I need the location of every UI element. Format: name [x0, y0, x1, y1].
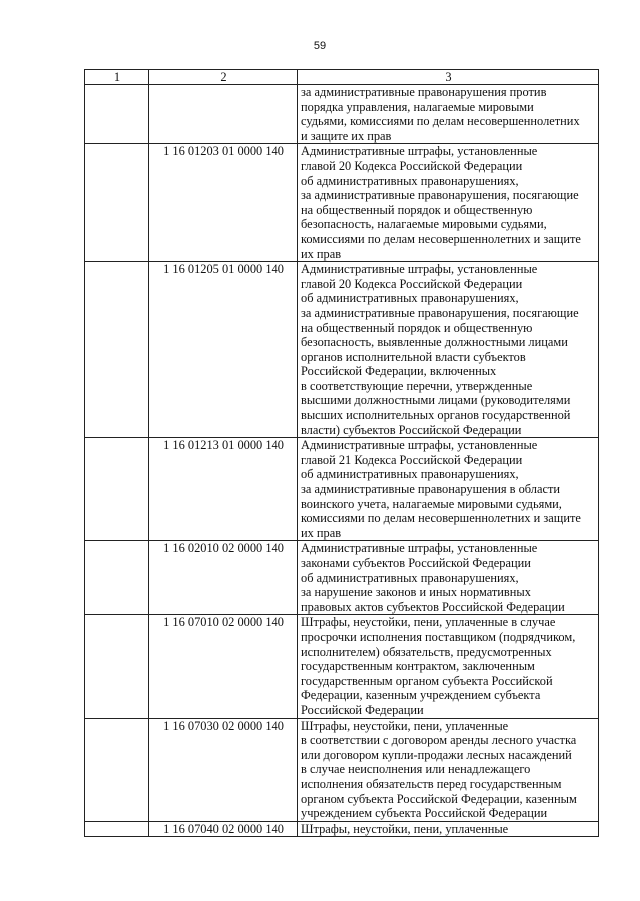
description-line: власти) субъектов Российской Федерации: [301, 422, 522, 437]
description-cell: [298, 541, 599, 615]
table-header-row: [85, 70, 599, 85]
description-cell: [298, 438, 599, 541]
budget-code-cell: 1 16 01213 01 0000 140: [149, 438, 298, 541]
description-line: Административные штрафы, установленные: [301, 262, 538, 277]
description-line: об административных правонарушениях,: [301, 570, 519, 585]
table-row: [85, 541, 599, 615]
description-cell: [298, 262, 599, 438]
description-line: безопасность, выявленные должностными лицами: [301, 335, 568, 350]
description-line: исполнителем) обязательств, предусмотренных: [301, 644, 552, 659]
description-line: Российской Федерации: [301, 702, 424, 717]
description-line: Административные штрафы, установленные: [301, 541, 538, 556]
description-line: Федерации, казенным учреждением субъекта: [301, 688, 541, 703]
description-line: органов исполнительной власти субъектов: [301, 349, 526, 364]
row-number-cell: [85, 541, 149, 615]
page-number: 59: [313, 40, 327, 52]
row-number-cell: [85, 438, 149, 541]
description-cell: [298, 144, 599, 262]
description-line: за административные правонарушения в области: [301, 482, 561, 497]
description-line: законами субъектов Российской Федерации: [301, 556, 531, 570]
description-line: за административные правонарушения, посягающие: [301, 305, 579, 320]
description-line: Штрафы, неустойки, пени, уплаченные в случае: [301, 615, 556, 630]
description-line: в соответствии с договором аренды лесного участка: [301, 733, 577, 748]
row-number-cell: [85, 85, 149, 144]
description-line: об административных правонарушениях,: [301, 291, 519, 306]
description-line: об административных правонарушениях,: [301, 467, 519, 482]
description-line: учреждением субъекта Российской Федерации: [301, 806, 548, 821]
row-number-cell: [85, 262, 149, 438]
description-line: на общественный порядок и общественную: [301, 202, 533, 217]
description-line: главой 20 Кодекса Российской Федерации: [301, 276, 523, 291]
description-line: на общественный порядок и общественную: [301, 320, 533, 335]
row-number-cell: [85, 718, 149, 821]
table-row: [85, 144, 599, 262]
description-line: их прав: [301, 525, 342, 540]
row-number-cell: [85, 144, 149, 262]
column-header-2: 2: [149, 70, 298, 85]
description-line: и защите их прав: [301, 128, 392, 143]
budget-code-cell: [149, 85, 298, 144]
row-number-cell: [85, 821, 149, 837]
description-cell: [298, 615, 599, 718]
description-line: их прав: [301, 246, 342, 261]
description-line: в соответствующие перечни, утвержденные: [301, 378, 533, 393]
description-line: главой 21 Кодекса Российской Федерации: [301, 452, 523, 467]
table-row: [85, 615, 599, 718]
budget-code-cell: 1 16 07030 02 0000 140: [149, 718, 298, 821]
table-row: [85, 438, 599, 541]
description-line: Штрафы, неустойки, пени, уплаченные: [301, 821, 509, 836]
description-line: государственным контрактом, заключенным: [301, 659, 535, 674]
description-line: правовых актов субъектов Российской Федерации: [301, 599, 565, 614]
description-line: об административных правонарушениях,: [301, 173, 519, 188]
description-line: Административные штрафы, установленные: [301, 144, 538, 159]
budget-code-cell: 1 16 07010 02 0000 140: [149, 615, 298, 718]
column-header-1: 1: [85, 70, 149, 85]
table-row: [85, 85, 599, 144]
column-header-3: 3: [298, 70, 599, 85]
budget-code-cell: 1 16 07040 02 0000 140: [149, 821, 298, 837]
budget-code-cell: 1 16 01205 01 0000 140: [149, 262, 298, 438]
budget-code-cell: 1 16 01203 01 0000 140: [149, 144, 298, 262]
description-line: за административные правонарушения против: [301, 85, 547, 99]
description-line: комиссиями по делам несовершеннолетних и защите: [301, 511, 581, 526]
description-line: за нарушение законов и иных нормативных: [301, 585, 531, 600]
description-line: в случае неисполнения или ненадлежащего: [301, 762, 531, 777]
description-line: высших исполнительных органов государственной: [301, 408, 571, 423]
description-line: главой 20 Кодекса Российской Федерации: [301, 158, 523, 173]
description-line: государственным органом субъекта Российской: [301, 673, 553, 688]
description-line: комиссиями по делам несовершеннолетних и защите: [301, 231, 581, 246]
table-row: [85, 821, 599, 837]
budget-code-cell: 1 16 02010 02 0000 140: [149, 541, 298, 615]
description-cell: [298, 85, 599, 144]
row-number-cell: [85, 615, 149, 718]
description-line: воинского учета, налагаемые мировыми судьями,: [301, 496, 562, 511]
table-row: [85, 262, 599, 438]
description-line: за административные правонарушения, посягающие: [301, 188, 579, 203]
table-row: [85, 718, 599, 821]
description-line: Административные штрафы, установленные: [301, 438, 538, 453]
description-cell: [298, 821, 599, 837]
description-line: или договором купли-продажи лесных насаждений: [301, 747, 572, 762]
description-line: Штрафы, неустойки, пени, уплаченные: [301, 718, 509, 733]
description-line: порядка управления, налагаемые мировыми: [301, 99, 534, 114]
description-line: просрочки исполнения поставщиком (подрядчиком,: [301, 629, 576, 644]
description-line: высшими должностными лицами (руководителями: [301, 393, 571, 408]
description-line: органом субъекта Российской Федерации, казенным: [301, 791, 577, 806]
description-cell: [298, 718, 599, 821]
description-line: исполнения обязательств перед государственным: [301, 776, 562, 791]
budget-codes-table: [84, 69, 599, 837]
description-line: безопасность, налагаемые мировыми судьями,: [301, 217, 547, 232]
description-line: судьями, комиссиями по делам несовершеннолетних: [301, 114, 580, 129]
description-line: Российской Федерации, включенных: [301, 364, 497, 379]
